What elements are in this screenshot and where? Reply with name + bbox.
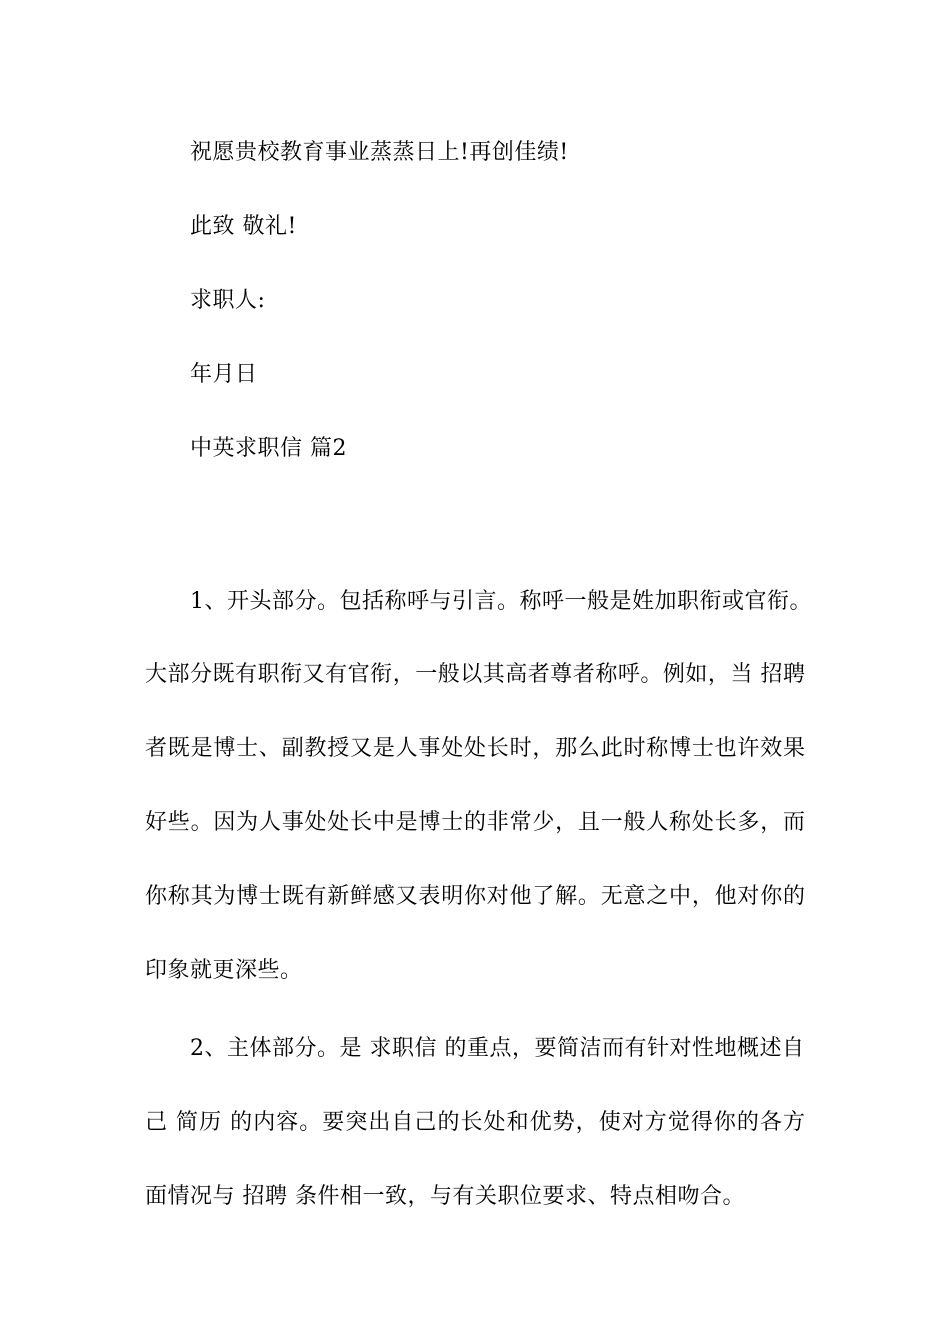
paragraph-line: 印象就更深些。 (145, 958, 303, 983)
closing-salute: 此致 敬礼! (190, 214, 297, 239)
paragraph-line: 好些。因为人事处处长中是博士的非常少，且一般人称处长多，而 (145, 810, 805, 835)
section-title: 中英求职信 篇2 (190, 436, 347, 461)
applicant-signature: 求职人: (190, 288, 266, 313)
paragraph-line: 2、主体部分。是 求职信 的重点，要简洁而有针对性地概述自 (190, 1036, 805, 1061)
paragraph-line: 面情况与 招聘 条件相一致，与有关职位要求、特点相吻合。 (145, 1184, 745, 1209)
closing-wish: 祝愿贵校教育事业蒸蒸日上!再创佳绩! (190, 140, 569, 165)
paragraph-line: 己 简历 的内容。要突出自己的长处和优势，使对方觉得你的各方 (145, 1110, 805, 1135)
paragraph-line: 者既是博士、副教授又是人事处处长时，那么此时称博士也许效果 (145, 736, 805, 761)
paragraph-line: 你称其为博士既有新鲜感又表明你对他了解。无意之中，他对你的 (145, 884, 805, 909)
paragraph-line: 1、开头部分。包括称呼与引言。称呼一般是姓加职衔或官衔。 (190, 589, 812, 614)
paragraph-line: 大部分既有职衔又有官衔，一般以其高者尊者称呼。例如，当 招聘 (145, 662, 805, 687)
letter-date: 年月日 (190, 362, 258, 387)
